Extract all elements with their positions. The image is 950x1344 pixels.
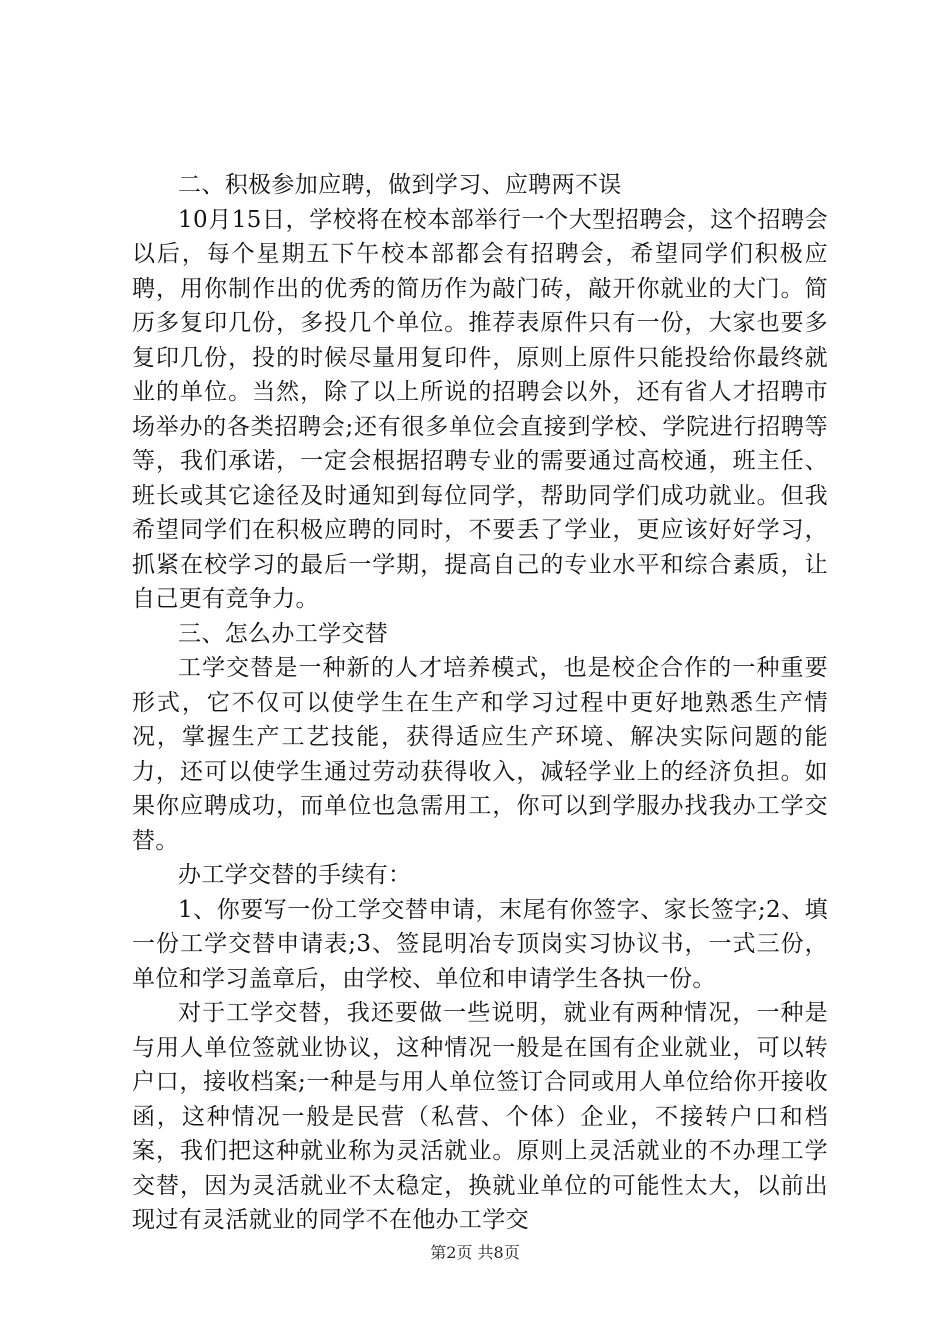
- section-heading-3: 三、怎么办工学交替: [178, 620, 389, 647]
- procedure-heading: 办工学交替的手续有：: [178, 862, 412, 888]
- page-number: 第2页 共8页: [430, 1243, 520, 1262]
- body-paragraph: 工学交替是一种新的人才培养模式，也是校企合作的一种重要形式，它不仅可以使学生在生产和学习过程中更好地熟悉生产情况，掌握生产工艺技能，获得适应生产环境、解决实际问题的能力，还可以使学生通过劳动获得收入，减轻学业上的经济负担。如果你应聘成功，而单位也急需用工，你可以到学服办找我办工学交替。: [132, 655, 828, 854]
- section-heading-2: 二、积极参加应聘，做到学习、应聘两不误: [178, 172, 622, 198]
- body-paragraph: 10月15日，学校将在校本部举行一个大型招聘会，这个招聘会以后，每个星期五下午校本部都会有招聘会，希望同学们积极应聘，用你制作出的优秀的简历作为敲门砖，敲开你就业的大门。简历多复印几份，多投几个单位。推荐表原件只有一份，大家也要多复印几份，投的时候尽量用复印件，原则上原件只能投给你最终就业的单位。当然，除了以上所说的招聘会以外，还有省人才招聘市场举办的各类招聘会;还有很多单位会直接到学校、学院进行招聘等等，我们承诺，一定会根据招聘专业的需要通过高校通，班主任、班长或其它途径及时通知到每位同学，帮助同学们成功就业。但我希望同学们在积极应聘的同时，不要丢了学业，更应该好好学习，抓紧在校学习的最后一学期，提高自己的专业水平和综合素质，让自己更有竞争力。: [132, 206, 828, 612]
- document-body: [132, 168, 828, 1238]
- body-paragraph: 对于工学交替，我还要做一些说明，就业有两种情况，一种是与用人单位签就业协议，这种情况一般是在国有企业就业，可以转户口，接收档案;一种是与用人单位签订合同或用人单位给你开接收函，这种情况一般是民营（私营、个体）企业，不接转户口和档案，我们把这种就业称为灵活就业。原则上灵活就业的不办理工学交替，因为灵活就业不太稳定，换就业单位的可能性太大，以前出现过有灵活就业的同学不在他办工学交: [132, 1000, 828, 1233]
- procedure-steps: 1、你要写一份工学交替申请，末尾有你签字、家长签字;2、填一份工学交替申请表;3、签昆明冶专顶岗实习协议书，一式三份，单位和学习盖章后，由学校、单位和申请学生各执一份。: [132, 896, 828, 992]
